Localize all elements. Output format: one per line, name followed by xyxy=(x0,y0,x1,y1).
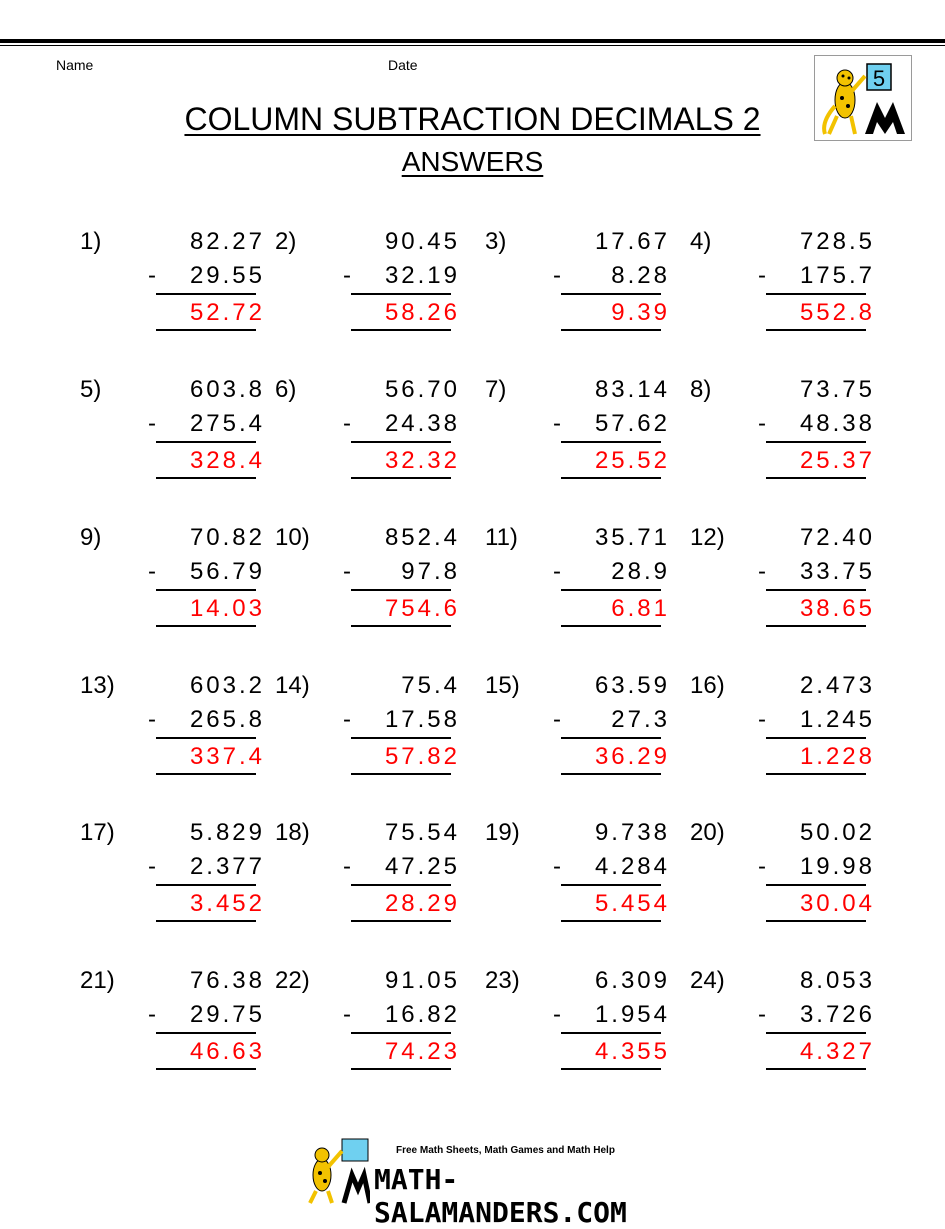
problem xyxy=(80,672,280,792)
answer: 28.29 xyxy=(384,890,460,917)
subtraction-rule xyxy=(156,293,256,295)
minuend: 50.02 xyxy=(799,819,875,846)
top-rule-thin xyxy=(0,45,945,46)
minuend: 17.67 xyxy=(594,228,670,255)
minus-sign: - xyxy=(343,1001,351,1028)
minus-sign: - xyxy=(148,853,156,880)
problem-number: 7) xyxy=(485,376,507,403)
problem xyxy=(275,524,475,644)
answer-rule xyxy=(766,477,866,479)
subtrahend: 29.75 xyxy=(189,1001,265,1028)
answer: 552.8 xyxy=(799,299,875,326)
minuend: 603.8 xyxy=(189,376,265,403)
subtraction-rule xyxy=(156,1032,256,1034)
subtraction-rule xyxy=(561,737,661,739)
problem-number: 3) xyxy=(485,228,507,255)
subtraction-rule xyxy=(766,1032,866,1034)
minus-sign: - xyxy=(343,558,351,585)
answer-rule xyxy=(351,920,451,922)
footer-site-link[interactable]: MATH-SALAMANDERS.COM xyxy=(374,1163,627,1229)
answer: 36.29 xyxy=(594,743,670,770)
answer: 6.81 xyxy=(611,595,670,622)
problem-number: 23) xyxy=(485,967,520,994)
subtraction-rule xyxy=(561,441,661,443)
subtraction-rule xyxy=(351,737,451,739)
problem xyxy=(275,819,475,939)
problem xyxy=(275,228,475,348)
answer: 32.32 xyxy=(384,447,460,474)
problem-number: 2) xyxy=(275,228,297,255)
problem xyxy=(690,524,890,644)
subtrahend: 97.8 xyxy=(401,558,460,585)
problem-number: 10) xyxy=(275,524,310,551)
minuend: 75.4 xyxy=(401,672,460,699)
answer: 57.82 xyxy=(384,743,460,770)
subtrahend: 24.38 xyxy=(384,410,460,437)
subtrahend: 32.19 xyxy=(384,262,460,289)
minuend: 603.2 xyxy=(189,672,265,699)
subtraction-rule xyxy=(351,293,451,295)
answer-rule xyxy=(351,477,451,479)
answer-rule xyxy=(561,329,661,331)
problem-number: 22) xyxy=(275,967,310,994)
footer-tagline: Free Math Sheets, Math Games and Math Help xyxy=(396,1145,615,1156)
subtrahend: 47.25 xyxy=(384,853,460,880)
minuend: 728.5 xyxy=(799,228,875,255)
answer-rule xyxy=(351,329,451,331)
answer-rule xyxy=(351,1068,451,1070)
subtrahend: 29.55 xyxy=(189,262,265,289)
answer-rule xyxy=(156,920,256,922)
subtraction-rule xyxy=(766,589,866,591)
problem-number: 4) xyxy=(690,228,712,255)
answer-rule xyxy=(561,477,661,479)
answer: 46.63 xyxy=(189,1038,265,1065)
answer: 328.4 xyxy=(189,447,265,474)
problem-number: 1) xyxy=(80,228,102,255)
subtrahend: 175.7 xyxy=(799,262,875,289)
answer-rule xyxy=(561,773,661,775)
problem xyxy=(80,228,280,348)
problem xyxy=(275,672,475,792)
minus-sign: - xyxy=(758,558,766,585)
problem xyxy=(80,376,280,496)
minus-sign: - xyxy=(758,410,766,437)
minus-sign: - xyxy=(758,1001,766,1028)
minus-sign: - xyxy=(758,706,766,733)
answer: 58.26 xyxy=(384,299,460,326)
top-rule xyxy=(0,39,945,43)
problem-number: 18) xyxy=(275,819,310,846)
answer-rule xyxy=(561,625,661,627)
problem xyxy=(485,672,685,792)
minuend: 83.14 xyxy=(594,376,670,403)
subtrahend: 2.377 xyxy=(189,853,265,880)
subtrahend: 16.82 xyxy=(384,1001,460,1028)
problem-number: 17) xyxy=(80,819,115,846)
subtrahend: 275.4 xyxy=(189,410,265,437)
answer: 9.39 xyxy=(611,299,670,326)
problem xyxy=(485,524,685,644)
subtrahend: 57.62 xyxy=(594,410,670,437)
problem xyxy=(690,672,890,792)
minus-sign: - xyxy=(553,1001,561,1028)
answer: 38.65 xyxy=(799,595,875,622)
problem xyxy=(485,228,685,348)
answer: 3.452 xyxy=(189,890,265,917)
subtraction-rule xyxy=(766,293,866,295)
minus-sign: - xyxy=(758,262,766,289)
minuend: 75.54 xyxy=(384,819,460,846)
minus-sign: - xyxy=(343,706,351,733)
answer: 4.355 xyxy=(594,1038,670,1065)
problem xyxy=(275,376,475,496)
minus-sign: - xyxy=(343,410,351,437)
minuend: 5.829 xyxy=(189,819,265,846)
subtraction-rule xyxy=(561,1032,661,1034)
subtraction-rule xyxy=(561,589,661,591)
minuend: 56.70 xyxy=(384,376,460,403)
minuend: 2.473 xyxy=(799,672,875,699)
answer-rule xyxy=(351,773,451,775)
subtraction-rule xyxy=(351,589,451,591)
answer: 52.72 xyxy=(189,299,265,326)
minus-sign: - xyxy=(553,558,561,585)
answer-rule xyxy=(156,1068,256,1070)
problem-number: 15) xyxy=(485,672,520,699)
problem xyxy=(485,376,685,496)
page-subtitle: ANSWERS xyxy=(401,146,544,177)
answer: 14.03 xyxy=(189,595,265,622)
minuend: 72.40 xyxy=(799,524,875,551)
subtrahend: 4.284 xyxy=(594,853,670,880)
subtraction-rule xyxy=(561,293,661,295)
answer-rule xyxy=(766,625,866,627)
minuend: 35.71 xyxy=(594,524,670,551)
answer-rule xyxy=(766,1068,866,1070)
answer: 754.6 xyxy=(384,595,460,622)
subtraction-rule xyxy=(766,737,866,739)
answer-rule xyxy=(766,920,866,922)
subtrahend: 17.58 xyxy=(384,706,460,733)
answer-rule xyxy=(351,625,451,627)
subtraction-rule xyxy=(766,441,866,443)
answer: 30.04 xyxy=(799,890,875,917)
minus-sign: - xyxy=(148,1001,156,1028)
minuend: 852.4 xyxy=(384,524,460,551)
subtrahend: 56.79 xyxy=(189,558,265,585)
grade-number: 5 xyxy=(872,66,886,91)
answer-rule xyxy=(156,625,256,627)
minus-sign: - xyxy=(758,853,766,880)
minus-sign: - xyxy=(553,706,561,733)
subtrahend: 48.38 xyxy=(799,410,875,437)
subtrahend: 265.8 xyxy=(189,706,265,733)
problem-number: 16) xyxy=(690,672,725,699)
problem xyxy=(690,376,890,496)
subtrahend: 19.98 xyxy=(799,853,875,880)
minuend: 76.38 xyxy=(189,967,265,994)
minus-sign: - xyxy=(148,262,156,289)
subtraction-rule xyxy=(561,884,661,886)
minus-sign: - xyxy=(148,410,156,437)
problem-number: 11) xyxy=(485,524,518,551)
answer-rule xyxy=(561,920,661,922)
subtraction-rule xyxy=(156,884,256,886)
problem-number: 5) xyxy=(80,376,102,403)
subtraction-rule xyxy=(351,441,451,443)
answer-rule xyxy=(766,329,866,331)
minus-sign: - xyxy=(343,262,351,289)
problem-number: 13) xyxy=(80,672,115,699)
problem-number: 8) xyxy=(690,376,712,403)
problem xyxy=(690,967,890,1087)
subtraction-rule xyxy=(156,441,256,443)
problem xyxy=(80,819,280,939)
salamander-logo-icon xyxy=(815,56,911,140)
subtraction-rule xyxy=(351,1032,451,1034)
name-label: Name xyxy=(56,57,94,73)
minuend: 6.309 xyxy=(594,967,670,994)
answer: 25.37 xyxy=(799,447,875,474)
problem xyxy=(690,228,890,348)
minus-sign: - xyxy=(343,853,351,880)
answer: 4.327 xyxy=(799,1038,875,1065)
answer-rule xyxy=(156,477,256,479)
problem-number: 21) xyxy=(80,967,115,994)
answer: 25.52 xyxy=(594,447,670,474)
answer: 337.4 xyxy=(189,743,265,770)
problem-number: 6) xyxy=(275,376,297,403)
subtrahend: 28.9 xyxy=(611,558,670,585)
subtrahend: 1.245 xyxy=(799,706,875,733)
minuend: 63.59 xyxy=(594,672,670,699)
minuend: 73.75 xyxy=(799,376,875,403)
problem xyxy=(80,967,280,1087)
problem-number: 9) xyxy=(80,524,102,551)
minuend: 8.053 xyxy=(799,967,875,994)
minuend: 91.05 xyxy=(384,967,460,994)
minus-sign: - xyxy=(553,262,561,289)
problem xyxy=(485,819,685,939)
minus-sign: - xyxy=(148,706,156,733)
page-title: COLUMN SUBTRACTION DECIMALS 2 xyxy=(184,101,761,137)
problem-number: 20) xyxy=(690,819,725,846)
problem xyxy=(690,819,890,939)
subtraction-rule xyxy=(351,884,451,886)
problem-number: 14) xyxy=(275,672,310,699)
problem-number: 24) xyxy=(690,967,725,994)
answer-rule xyxy=(156,773,256,775)
problem-number: 19) xyxy=(485,819,520,846)
minus-sign: - xyxy=(148,558,156,585)
subtrahend: 3.726 xyxy=(799,1001,875,1028)
subtraction-rule xyxy=(766,884,866,886)
minus-sign: - xyxy=(553,410,561,437)
subtrahend: 8.28 xyxy=(611,262,670,289)
problem-number: 12) xyxy=(690,524,725,551)
answer-rule xyxy=(156,329,256,331)
date-label: Date xyxy=(388,57,418,73)
subtraction-rule xyxy=(156,737,256,739)
subtrahend: 33.75 xyxy=(799,558,875,585)
problem xyxy=(80,524,280,644)
grade-logo xyxy=(814,55,912,141)
subtrahend: 27.3 xyxy=(611,706,670,733)
problem xyxy=(275,967,475,1087)
minuend: 82.27 xyxy=(189,228,265,255)
answer: 1.228 xyxy=(799,743,875,770)
minuend: 70.82 xyxy=(189,524,265,551)
footer-logo xyxy=(300,1135,680,1229)
problem xyxy=(485,967,685,1087)
answer: 5.454 xyxy=(594,890,670,917)
answer-rule xyxy=(561,1068,661,1070)
minus-sign: - xyxy=(553,853,561,880)
answer-rule xyxy=(766,773,866,775)
minuend: 9.738 xyxy=(594,819,670,846)
subtraction-rule xyxy=(156,589,256,591)
minuend: 90.45 xyxy=(384,228,460,255)
subtrahend: 1.954 xyxy=(594,1001,670,1028)
answer: 74.23 xyxy=(384,1038,460,1065)
salamander-footer-icon xyxy=(300,1135,370,1205)
